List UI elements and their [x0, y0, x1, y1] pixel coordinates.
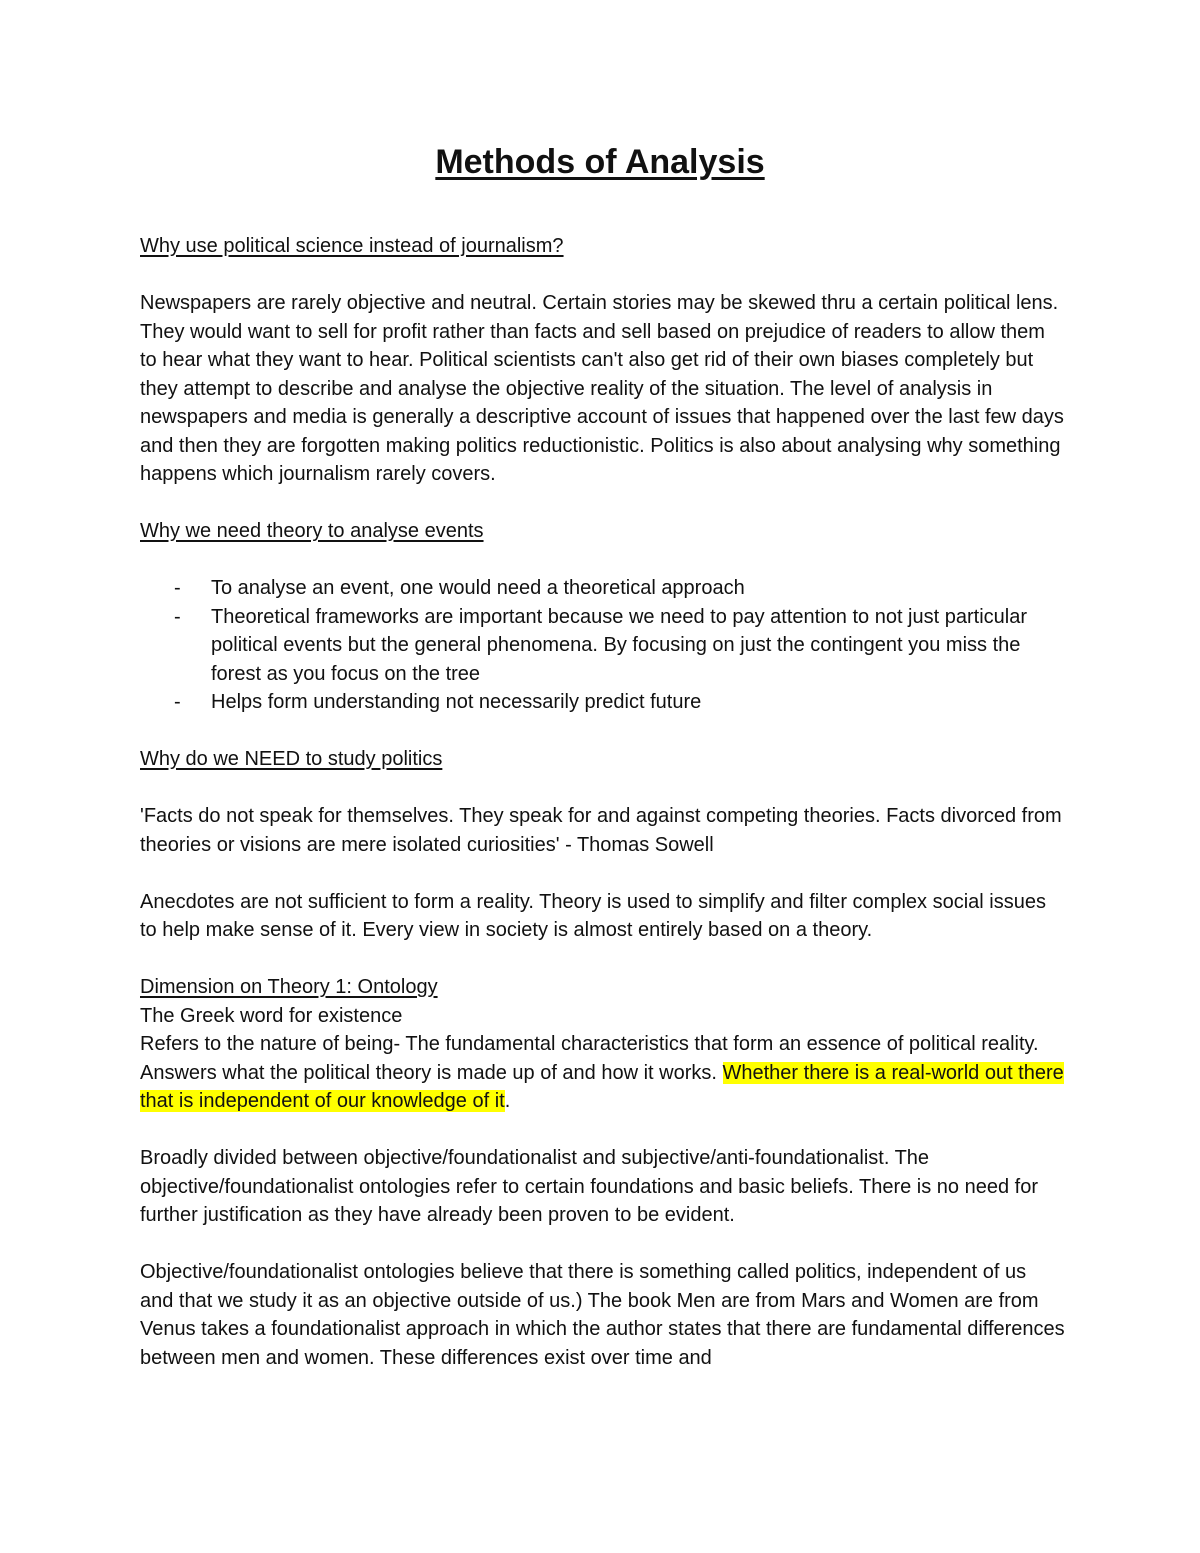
paragraph-anecdotes: Anecdotes are not sufficient to form a reality. Theory is used to simplify and filter complex social issues to help make sense of it. Every view in society is almost entirely based on a theory.	[140, 890, 1046, 941]
spacer	[140, 859, 1065, 888]
spacer	[140, 1230, 1065, 1259]
list-item: - Theoretical frameworks are important because we need to pay attention to not just particular political events but the general phenomena. By focusing on just the contingent you miss the forest as you focus on the tree	[140, 603, 1065, 689]
ontology-description	[140, 1030, 1065, 1116]
spacer	[140, 945, 1065, 974]
paragraph-foundationalist-ontologies: Objective/foundationalist ontologies believe that there is something called politics, independent of us and that we study it as an objective outside of us.) The book Men are from Mars and Women are from Venus takes a foundationalist approach in which the author states that there are fundamental differences between men and women. These differences exist over time and	[140, 1261, 1065, 1369]
section-heading-study-politics: Why do we NEED to study politics	[140, 748, 443, 770]
section-heading-ontology: Dimension on Theory 1: Ontology	[140, 976, 438, 998]
spacer	[140, 546, 1065, 575]
section-heading-journalism: Why use political science instead of journalism?	[140, 235, 564, 257]
highlighted-text: Whether there is a real-world out there that is independent of our knowledge of it	[140, 1061, 1064, 1112]
ontology-definition: The Greek word for existence	[140, 1004, 403, 1027]
spacer	[140, 261, 1065, 290]
list-item: - Helps form understanding not necessarily predict future	[140, 688, 1065, 717]
ontology-description-text: Refers to the nature of being- The fundamental characteristics that form an essence of political reality. Answers what the political theory is made up of and how it works.	[140, 1033, 1039, 1084]
spacer	[140, 717, 1065, 746]
section-heading-theory: Why we need theory to analyse events	[140, 520, 484, 542]
paragraph-journalism: Newspapers are rarely objective and neutral. Certain stories may be skewed thru a certain political lens. They would want to sell for profit rather than facts and sell based on prejudice of readers to allow them to hear what they want to hear. Political scientists can't also get rid of their own biases completely but they attempt to describe and analyse the objective reality of the situation. The level of analysis in newspapers and media is generally a descriptive account of issues that happened over the last few days and then they are forgotten making politics reductionistic. Politics is also about analysing why something happens which journalism rarely covers.	[140, 292, 1064, 485]
spacer	[140, 489, 1065, 518]
sowell-quote: 'Facts do not speak for themselves. They speak for and against competing theories. Facts divorced from theories or visions are mere isolated curiosities' - Thomas Sowell	[140, 805, 1062, 856]
spacer	[140, 1116, 1065, 1145]
document-body	[140, 232, 1065, 1372]
theory-bullet-list	[140, 574, 1065, 717]
list-item: - To analyse an event, one would need a theoretical approach	[140, 574, 1065, 603]
ontology-description-end: .	[504, 1090, 511, 1112]
document-title: Methods of Analysis	[435, 143, 765, 181]
spacer	[140, 774, 1065, 803]
paragraph-foundationalist-division: Broadly divided between objective/foundationalist and subjective/anti-foundationalist. The objective/foundationalist ontologies refer to certain foundations and basic beliefs. There is no need for further justification as they have already been proven to be evident.	[140, 1147, 1038, 1226]
